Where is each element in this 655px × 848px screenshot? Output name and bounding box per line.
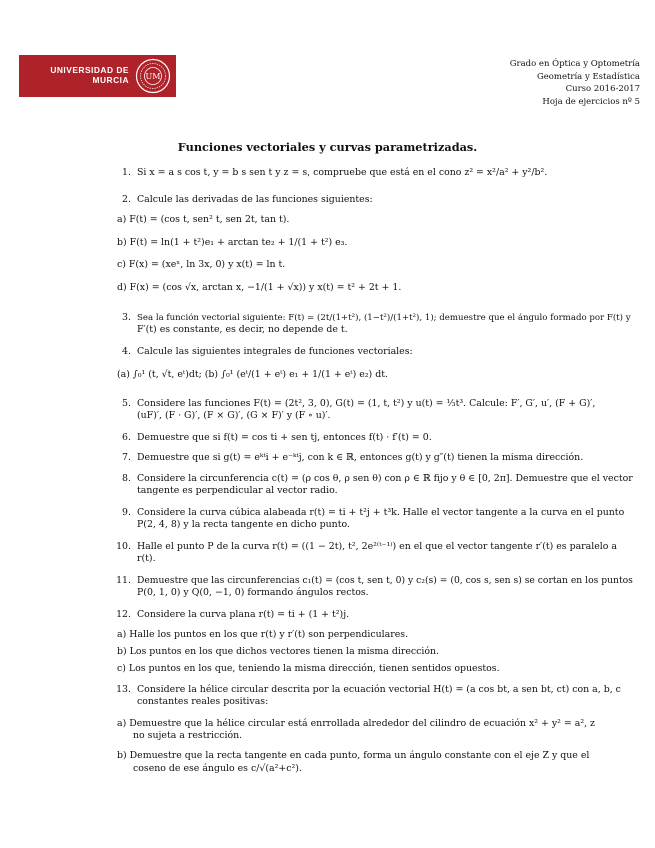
exercise-2c: c) F(x) = (xeˣ, ln 3x, 0) y x(t) = ln t. — [117, 259, 286, 270]
exercise-12c: c) Los puntos en los que, teniendo la misma dirección, tienen sentidos opuestos. — [117, 663, 500, 674]
exercise-2d: d) F(x) = (cos √x, arctan x, −1/(1 + √x)) y x(t) = t² + 2t + 1. — [117, 282, 402, 293]
exercise-1: Si x = a s cos t, y = b s sen t y z = s, compruebe que está en el cono z² = x²/a² + y²/b². — [137, 167, 548, 178]
exercise-13b-line-1: b) Demuestre que la recta tangente en cada punto, forma un ángulo constante con el eje Z y que el — [117, 750, 590, 761]
exercise-5-line-2: (uF)′, (F · G)′, (F × G)′, (G × F)′ y (F ∘ u)′. — [137, 410, 331, 421]
exercise-13b-line-2: coseno de ese ángulo es c/√(a²+c²). — [133, 763, 302, 774]
exercise-2b: b) F(t) = ln(1 + t²)e₁ + arctan te₂ + 1/(1 + t²) e₃. — [117, 237, 348, 248]
course-header — [510, 58, 640, 108]
exercise-13-line-2: constantes reales positivas: — [137, 696, 269, 707]
exercise-5-line-1: Considere las funciones F(t) = (2t², 3, 0), G(t) = (1, t, t²) y u(t) = ⅓t³. Calcule: F′, G′, u′, (F + G)′, — [137, 398, 596, 409]
exercise-12: Considere la curva plana r(t) = ti + (1 + t²)j. — [137, 609, 350, 620]
exercise-10-line-2: r(t). — [137, 553, 156, 564]
page-title: Funciones vectoriales y curvas parametrizadas. — [177, 140, 478, 154]
exercise-12a: a) Halle los puntos en los que r(t) y r′(t) son perpendiculares. — [117, 629, 409, 640]
exercise-3-line-1: Sea la función vectorial siguiente: F(t) = (2t/(1+t²), (1−t²)/(1+t²), 1); demuestre que el ángulo formado por F(t) y — [137, 313, 631, 323]
exercise-9-line-2: P(2, 4, 8) y la recta tangente en dicho punto. — [137, 519, 350, 530]
exercise-9-line-1: Considere la curva cúbica alabeada r(t) = ti + t²j + t³k. Halle el vector tangente a la curva en el punto — [137, 507, 625, 518]
exercise-number: 7. — [122, 452, 131, 463]
exercise-number: 6. — [122, 432, 131, 443]
exercise-4: Calcule las siguientes integrales de funciones vectoriales: — [137, 346, 413, 357]
exercise-2a: a) F(t) = (cos t, sen² t, sen 2t, tan t). — [117, 214, 290, 225]
seal-icon — [135, 58, 171, 94]
exercise-number: 3. — [122, 312, 131, 323]
header-course: Curso 2016-2017 — [565, 84, 640, 95]
exercise-12b: b) Los puntos en los que dichos vectores tienen la misma dirección. — [117, 646, 440, 657]
exercise-11-line-1: Demuestre que las circunferencias c₁(t) = (cos t, sen t, 0) y c₂(s) = (0, cos s, sen s) se cortan en los puntos — [137, 575, 633, 586]
exercise-number: 12. — [116, 609, 131, 620]
header-degree: Grado en Óptica y Optometría — [509, 59, 640, 69]
exercise-number: 2. — [122, 194, 131, 205]
exercise-6: Demuestre que si f(t) = cos ti + sen tj, entonces f(t) · f′(t) = 0. — [137, 432, 432, 443]
logo-line-2: MURCIA — [92, 75, 129, 85]
exercise-8-line-2: tangente es perpendicular al vector radio. — [137, 485, 338, 496]
seal-text: UM — [145, 72, 161, 81]
exercise-number: 1. — [122, 167, 131, 178]
exercise-13a-line-1: a) Demuestre que la hélice circular está enrrollada alrededor del cilindro de ecuación x² + y² = a², z — [117, 718, 596, 729]
logo-line-1: UNIVERSIDAD DE — [50, 65, 129, 75]
exercise-number: 9. — [122, 507, 131, 518]
exercise-13a-line-2: no sujeta a restricción. — [133, 730, 243, 741]
header-sheet: Hoja de ejercicios nº 5 — [542, 96, 640, 107]
exercise-number: 8. — [122, 473, 131, 484]
university-logo — [19, 55, 176, 97]
exercise-11-line-2: P(0, 1, 0) y Q(0, −1, 0) formando ángulos rectos. — [137, 587, 369, 598]
exercise-number: 10. — [116, 541, 131, 552]
exercise-13-line-1: Considere la hélice circular descrita por la ecuación vectorial H(t) = (a cos bt, a sen bt, ct) con a, b, c — [137, 684, 621, 695]
exercise-number: 5. — [122, 398, 131, 409]
exercise-3-line-2: F′(t) es constante, es decir, no depende de t. — [137, 324, 348, 335]
exercise-10-line-1: Halle el punto P de la curva r(t) = ((1 − 2t), t², 2e²⁽ᵗ⁻¹⁾) en el que el vector tangente r′(t) es paralelo a — [137, 541, 618, 552]
exercise-number: 13. — [116, 684, 131, 695]
exercise-2: Calcule las derivadas de las funciones siguientes: — [137, 194, 373, 205]
exercise-number: 4. — [122, 346, 131, 357]
exercise-number: 11. — [116, 575, 131, 586]
exercise-4-formula: (a) ∫₀¹ (t, √t, eᵗ)dt; (b) ∫₀¹ (eᵗ/(1 + eᵗ) e₁ + 1/(1 + eᵗ) e₂) dt. — [117, 369, 388, 380]
header-subject: Geometría y Estadística — [536, 71, 640, 82]
exercise-7: Demuestre que si g(t) = eᵏᵗi + e⁻ᵏᵗj, con k ∈ ℝ, entonces g(t) y g″(t) tienen la misma dirección. — [137, 452, 584, 463]
exercise-8-line-1: Considere la circunferencia c(t) = (ρ cos θ, ρ sen θ) con ρ ∈ ℝ fijo y θ ∈ [0, 2π]. Demuestre que el vector — [137, 473, 633, 484]
